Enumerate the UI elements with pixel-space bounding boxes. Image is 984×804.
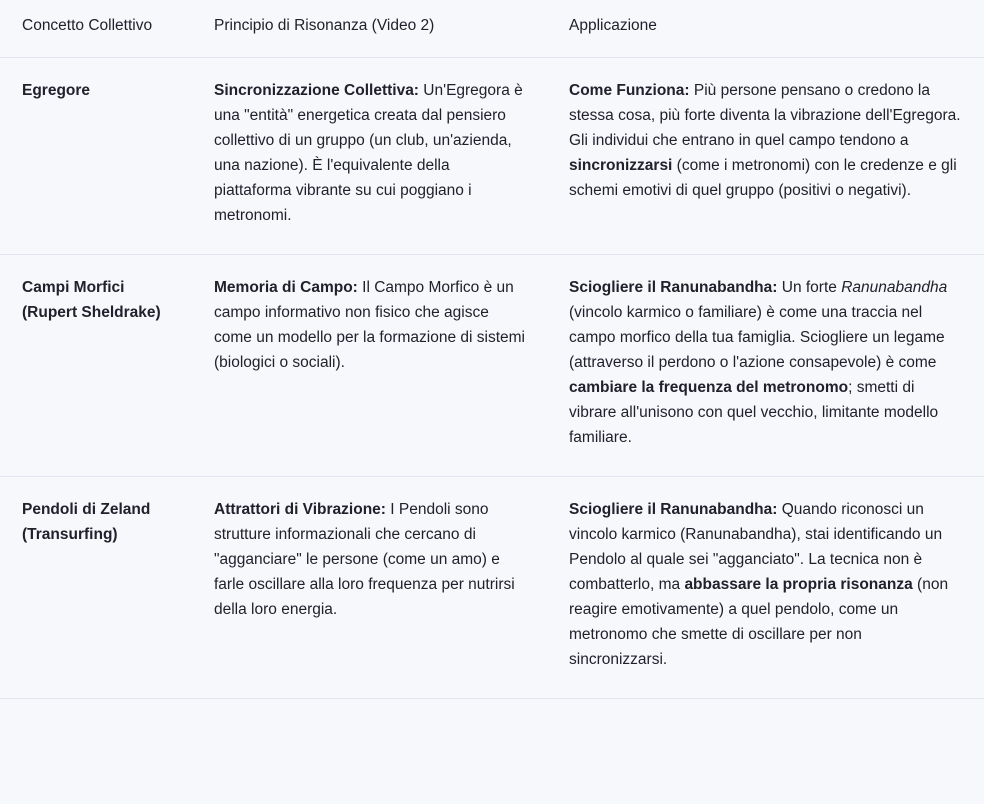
principle-body-text: Il Campo Morfico è un campo informativo non fisico che agisce come un modello per la formazione di sistemi (biologici o sociali). — [214, 279, 525, 371]
cell-application-campi-morfici — [547, 255, 984, 477]
principle-lead-label: Memoria di Campo: — [214, 279, 358, 296]
cell-concept-pendoli-di-zeland: Pendoli di Zeland (Transurfing) — [0, 477, 192, 699]
column-header-concetto-collettivo: Concetto Collettivo — [0, 0, 192, 58]
principle-body-text: Un'Egregora è una "entità" energetica creata dal pensiero collettivo di un gruppo (un club, un'azienda, una nazione). È l'equivalente della piattaforma vibrante su cui poggiano i metronomi. — [214, 82, 523, 224]
cell-application-egregore — [547, 58, 984, 255]
table-row — [0, 58, 984, 255]
application-text-part-2: (come i metronomi) con le credenze e gli schemi emotivi di quel gruppo (positivi o negativi). — [569, 157, 957, 199]
cell-principle-egregore — [192, 58, 547, 255]
application-italic-term: Ranunabandha — [841, 279, 948, 296]
principle-lead-label: Attrattori di Vibrazione: — [214, 501, 386, 518]
column-header-applicazione: Applicazione — [547, 0, 984, 58]
application-emphasis-1: abbassare la propria risonanza — [684, 576, 913, 593]
cell-principle-pendoli-di-zeland — [192, 477, 547, 699]
application-lead-label: Come Funziona: — [569, 82, 690, 99]
table-row — [0, 477, 984, 699]
table-header-row — [0, 0, 984, 58]
table-row — [0, 255, 984, 477]
principle-body-text: I Pendoli sono strutture informazionali che cercano di "agganciare" le persone (come un amo) e farle oscillare alla loro frequenza per nutrirsi della loro energia. — [214, 501, 515, 618]
cell-concept-campi-morfici: Campi Morfici (Rupert Sheldrake) — [0, 255, 192, 477]
application-lead-label: Sciogliere il Ranunabandha: — [569, 501, 778, 518]
application-text-part-2: (non reagire emotivamente) a quel pendolo, come un metronomo che smette di oscillare per non sincronizzarsi. — [569, 576, 949, 668]
table-header — [0, 0, 984, 58]
cell-concept-egregore: Egregore — [0, 58, 192, 255]
application-lead-label: Sciogliere il Ranunabandha: — [569, 279, 778, 296]
application-text-part-2: (vincolo karmico o familiare) è come una traccia nel campo morfico della tua famiglia. Sciogliere un legame (attraverso il perdono o l'azione consapevole) è come — [569, 304, 945, 371]
application-emphasis-1: cambiare la frequenza del metronomo — [569, 379, 849, 396]
principle-lead-label: Sincronizzazione Collettiva: — [214, 82, 419, 99]
application-text-part-1: Più persone pensano o credono la stessa cosa, più forte diventa la vibrazione dell'Egregora. Gli individui che entrano in quel campo tendono a — [569, 82, 961, 149]
cell-principle-campi-morfici — [192, 255, 547, 477]
column-header-principio-di-risonanza: Principio di Risonanza (Video 2) — [192, 0, 547, 58]
application-text-part-1: Quando riconosci un vincolo karmico (Ranunabandha), stai identificando un Pendolo al quale sei "agganciato". La tecnica non è combatterlo, ma — [569, 501, 943, 593]
application-text-part-3: ; smetti di vibrare all'unisono con quel vecchio, limitante modello familiare. — [569, 379, 939, 446]
application-text-part-1: Un forte — [777, 279, 842, 296]
cell-application-pendoli-di-zeland — [547, 477, 984, 699]
application-emphasis-1: sincronizzarsi — [569, 157, 673, 174]
table-body — [0, 58, 984, 699]
